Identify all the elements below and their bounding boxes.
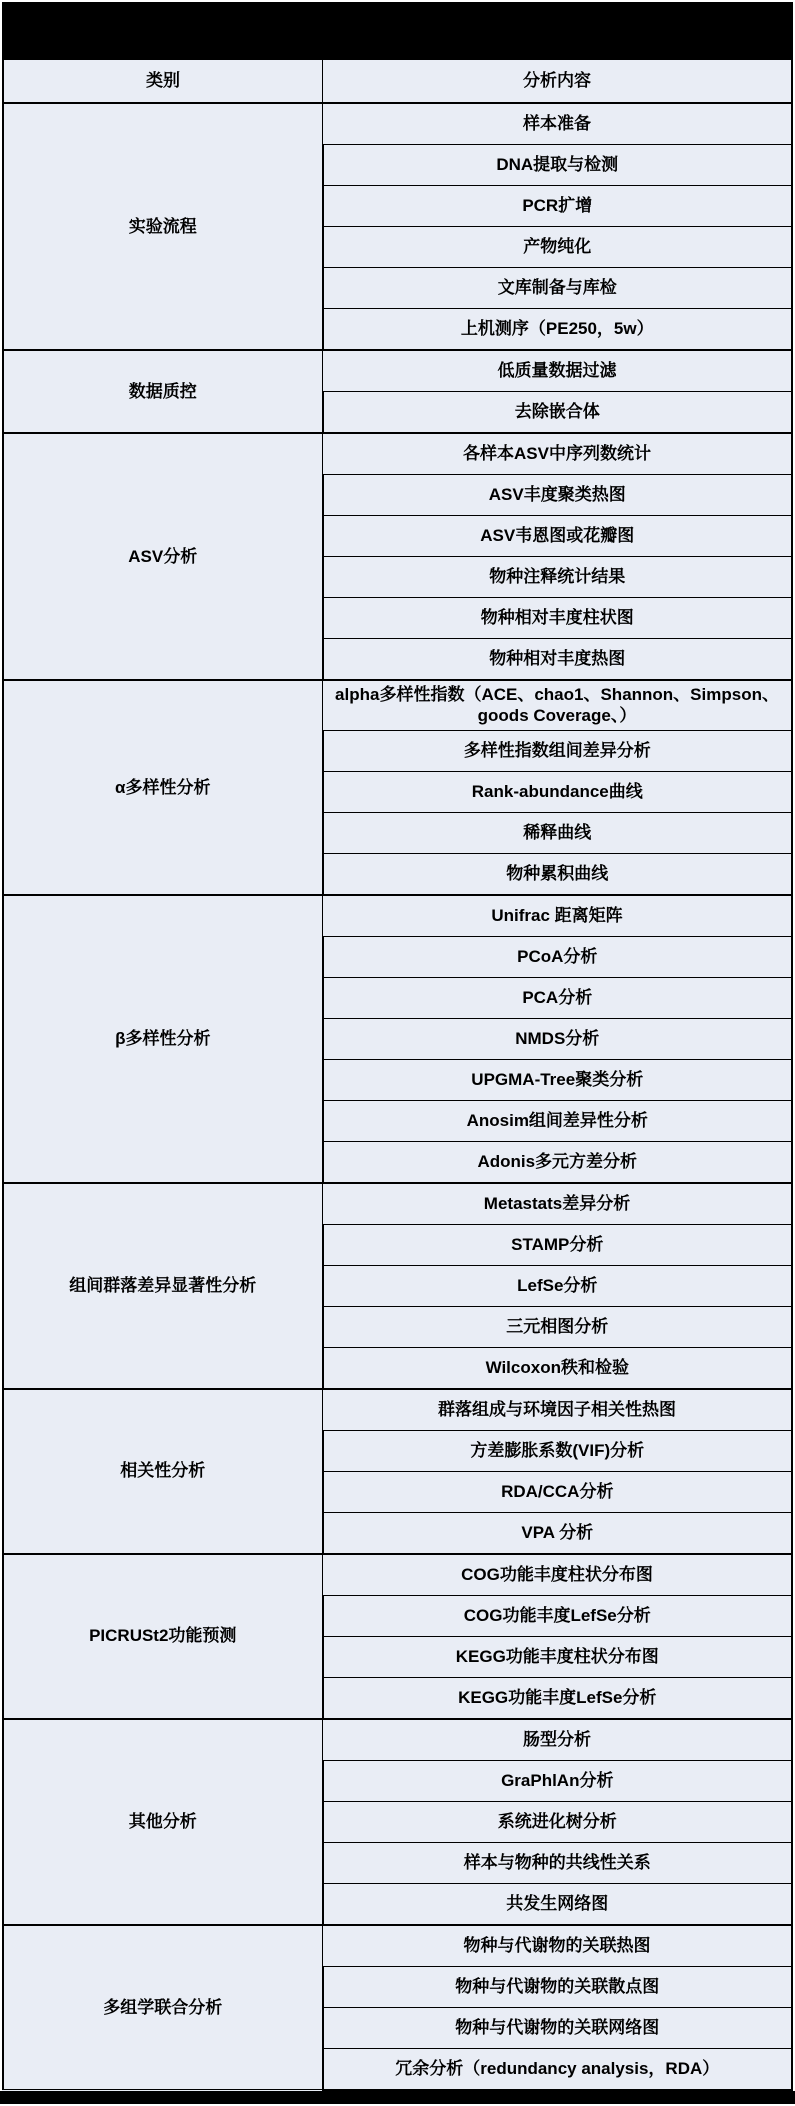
- analysis-item-cell: 群落组成与环境因子相关性热图: [323, 1389, 792, 1431]
- analysis-item-cell: GraPhlAn分析: [323, 1760, 792, 1801]
- analysis-content-table: [2, 58, 793, 2091]
- analysis-item-cell: 物种注释统计结果: [323, 557, 792, 598]
- analysis-item-cell: PCoA分析: [323, 936, 792, 977]
- analysis-item-cell: 物种与代谢物的关联网络图: [323, 2007, 792, 2048]
- analysis-item-cell: 物种与代谢物的关联热图: [323, 1925, 792, 1967]
- analysis-item-cell: 冗余分析（redundancy analysis，RDA）: [323, 2048, 792, 2090]
- table-row: [3, 1925, 792, 1967]
- table-row: [3, 1389, 792, 1431]
- analysis-item-cell: 低质量数据过滤: [323, 350, 792, 392]
- analysis-item-cell: Anosim组间差异性分析: [323, 1100, 792, 1141]
- analysis-item-cell: 肠型分析: [323, 1719, 792, 1761]
- category-cell: β多样性分析: [3, 895, 323, 1183]
- analysis-item-cell: 去除嵌合体: [323, 392, 792, 434]
- analysis-item-cell: 样本与物种的共线性关系: [323, 1842, 792, 1883]
- category-cell: ASV分析: [3, 433, 323, 680]
- table-row: [3, 103, 792, 145]
- analysis-item-cell: PCR扩增: [323, 186, 792, 227]
- analysis-item-cell: 样本准备: [323, 103, 792, 145]
- category-cell: 数据质控: [3, 350, 323, 433]
- category-cell: PICRUSt2功能预测: [3, 1554, 323, 1719]
- analysis-item-cell: NMDS分析: [323, 1018, 792, 1059]
- bottom-band: [0, 2091, 795, 2104]
- analysis-item-cell: 文库制备与库检: [323, 268, 792, 309]
- analysis-item-cell: RDA/CCA分析: [323, 1471, 792, 1512]
- analysis-item-cell: 多样性指数组间差异分析: [323, 730, 792, 771]
- category-cell: 相关性分析: [3, 1389, 323, 1554]
- analysis-item-cell: Rank-abundance曲线: [323, 771, 792, 812]
- table-row: [3, 1554, 792, 1596]
- analysis-item-cell: ASV韦恩图或花瓣图: [323, 516, 792, 557]
- title-band: [2, 2, 793, 58]
- analysis-item-cell: COG功能丰度柱状分布图: [323, 1554, 792, 1596]
- table-row: [3, 895, 792, 937]
- analysis-item-cell: DNA提取与检测: [323, 145, 792, 186]
- category-cell: 组间群落差异显著性分析: [3, 1183, 323, 1389]
- analysis-item-cell: 系统进化树分析: [323, 1801, 792, 1842]
- page: [0, 2, 795, 2104]
- analysis-item-cell: 方差膨胀系数(VIF)分析: [323, 1430, 792, 1471]
- analysis-item-cell: Unifrac 距离矩阵: [323, 895, 792, 937]
- analysis-item-cell: 三元相图分析: [323, 1306, 792, 1347]
- analysis-item-cell: 物种累积曲线: [323, 853, 792, 895]
- table-row: [3, 680, 792, 730]
- analysis-item-cell: ASV丰度聚类热图: [323, 475, 792, 516]
- category-cell: 实验流程: [3, 103, 323, 350]
- category-cell: 其他分析: [3, 1719, 323, 1925]
- analysis-item-cell: UPGMA-Tree聚类分析: [323, 1059, 792, 1100]
- analysis-item-cell: PCA分析: [323, 977, 792, 1018]
- analysis-item-cell: KEGG功能丰度LefSe分析: [323, 1677, 792, 1719]
- analysis-item-cell: 各样本ASV中序列数统计: [323, 433, 792, 475]
- analysis-item-cell: 产物纯化: [323, 227, 792, 268]
- analysis-item-cell: COG功能丰度LefSe分析: [323, 1595, 792, 1636]
- table-row: [3, 1183, 792, 1225]
- content-column-header: 分析内容: [323, 59, 792, 103]
- header-row: [3, 59, 792, 103]
- analysis-item-cell: 物种相对丰度柱状图: [323, 598, 792, 639]
- category-column-header: 类别: [3, 59, 323, 103]
- analysis-item-cell: Wilcoxon秩和检验: [323, 1347, 792, 1389]
- analysis-item-cell: KEGG功能丰度柱状分布图: [323, 1636, 792, 1677]
- table-row: [3, 433, 792, 475]
- analysis-item-cell: 稀释曲线: [323, 812, 792, 853]
- analysis-item-cell: 物种与代谢物的关联散点图: [323, 1966, 792, 2007]
- analysis-item-cell: VPA 分析: [323, 1512, 792, 1554]
- analysis-item-cell: 上机测序（PE250，5w）: [323, 309, 792, 351]
- analysis-item-cell: Metastats差异分析: [323, 1183, 792, 1225]
- table-row: [3, 1719, 792, 1761]
- analysis-item-cell: 物种相对丰度热图: [323, 639, 792, 681]
- analysis-item-cell: 共发生网络图: [323, 1883, 792, 1925]
- analysis-item-cell: LefSe分析: [323, 1265, 792, 1306]
- analysis-item-cell: alpha多样性指数（ACE、chao1、Shannon、Simpson、goods Coverage、）: [323, 680, 792, 730]
- category-cell: α多样性分析: [3, 680, 323, 895]
- category-cell: 多组学联合分析: [3, 1925, 323, 2090]
- table-row: [3, 350, 792, 392]
- analysis-item-cell: STAMP分析: [323, 1224, 792, 1265]
- analysis-item-cell: Adonis多元方差分析: [323, 1141, 792, 1183]
